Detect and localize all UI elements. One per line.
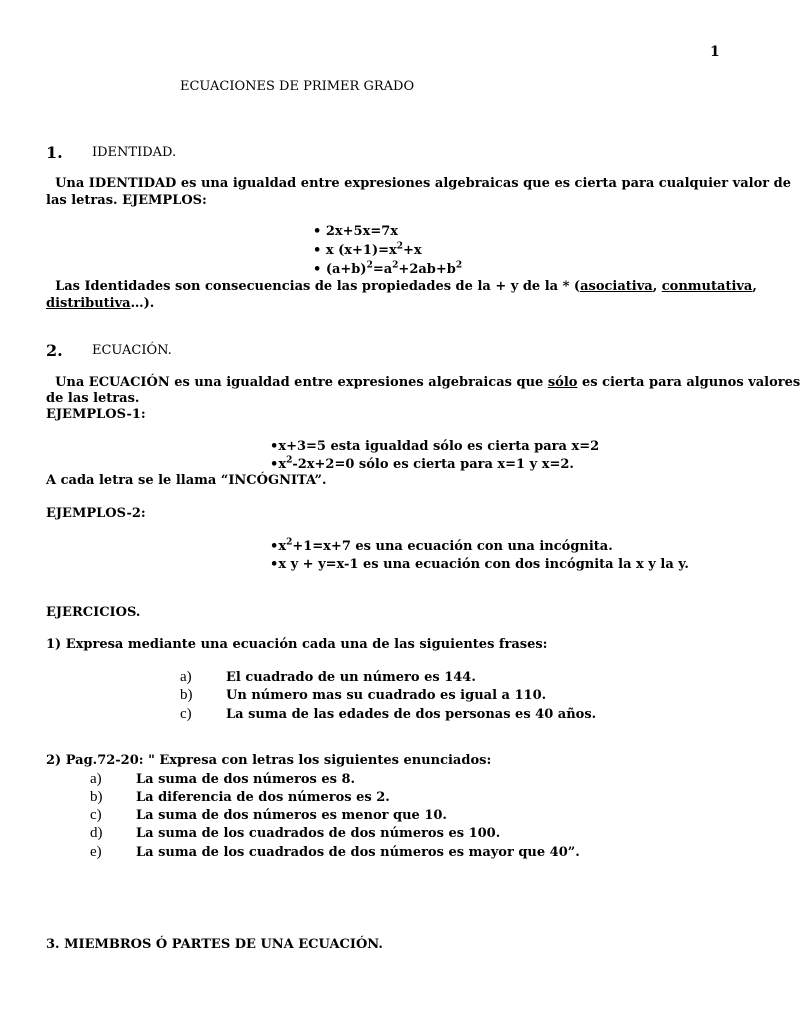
identity-note-line2: distributiva…). (46, 296, 155, 311)
exercise-2-prompt: 2) Pag.72-20: " Expresa con letras los siguientes enunciados: (46, 753, 492, 768)
section2-heading: ECUACIÓN. (92, 343, 172, 358)
exercise-2-item: e) La suma de los cuadrados de dos números es mayor que 40”. (90, 844, 580, 860)
identity-note-line1: Las Identidades son consecuencias de las propiedades de la + y de la * (asociativa, conmutativa, (55, 279, 757, 294)
exercise-1-item: a) El cuadrado de un número es 144. (180, 669, 476, 685)
example-identity-2: • x $(x+1)=x^2+x$ (313, 241, 422, 258)
exercise-2-item: b) La diferencia de dos números es 2. (90, 789, 390, 805)
exercises-heading: EJERCICIOS. (46, 605, 141, 620)
section1-heading: IDENTIDAD. (92, 145, 177, 160)
example-equation-2: $•x^2-2x+2=0$ sólo es cierta para x=1 y x=2. (270, 455, 574, 472)
example-equation-3: $•x^2+1=x+7$ es una ecuación con una incógnita. (270, 537, 613, 554)
section2-intro-line1: Una ECUACIÓN es una igualdad entre expresiones algebraicas que sólo es cierta para algunos valores (55, 375, 800, 390)
document-title: ECUACIONES DE PRIMER GRADO (180, 79, 415, 94)
example-equation-4: •x y + y=x-1 es una ecuación con dos incógnita la x y la y. (270, 557, 689, 572)
example-identity-3: • $(a+b)^2=a^2+2ab+b^2$ (313, 260, 463, 277)
example-equation-1: •x+3=5 esta igualdad sólo es cierta para x=2 (270, 439, 600, 454)
examples1-title: EJEMPLOS-1: (46, 407, 146, 422)
exercise-1-item: b) Un número mas su cuadrado es igual a 110. (180, 687, 547, 703)
section1-intro-line1: Una IDENTIDAD es una igualdad entre expresiones algebraicas que es cierta para cualquier valor de (55, 176, 791, 191)
exercise-1-item: c) La suma de las edades de dos personas es 40 años. (180, 706, 597, 722)
page-number: 1 (710, 44, 720, 60)
section3-heading: 3. MIEMBROS Ó PARTES DE UNA ECUACIÓN. (46, 937, 383, 952)
exercise-2-item: a) La suma de dos números es 8. (90, 771, 356, 787)
section1-number: 1. (46, 143, 63, 162)
section2-number: 2. (46, 341, 63, 360)
exercise-2-item: d) La suma de los cuadrados de dos números es 100. (90, 825, 501, 841)
section1-intro-line2: las letras. EJEMPLOS: (46, 193, 207, 208)
example-identity-1: • 2x+5x=7x (313, 224, 399, 239)
incognita-definition: A cada letra se le llama “INCÓGNITA”. (46, 473, 327, 488)
examples2-title: EJEMPLOS-2: (46, 506, 146, 521)
exercise-2-item: c) La suma de dos números es menor que 10. (90, 807, 447, 823)
exercise-1-prompt: 1) Expresa mediante una ecuación cada una de las siguientes frases: (46, 637, 548, 652)
section2-intro-line2: de las letras. (46, 391, 140, 406)
